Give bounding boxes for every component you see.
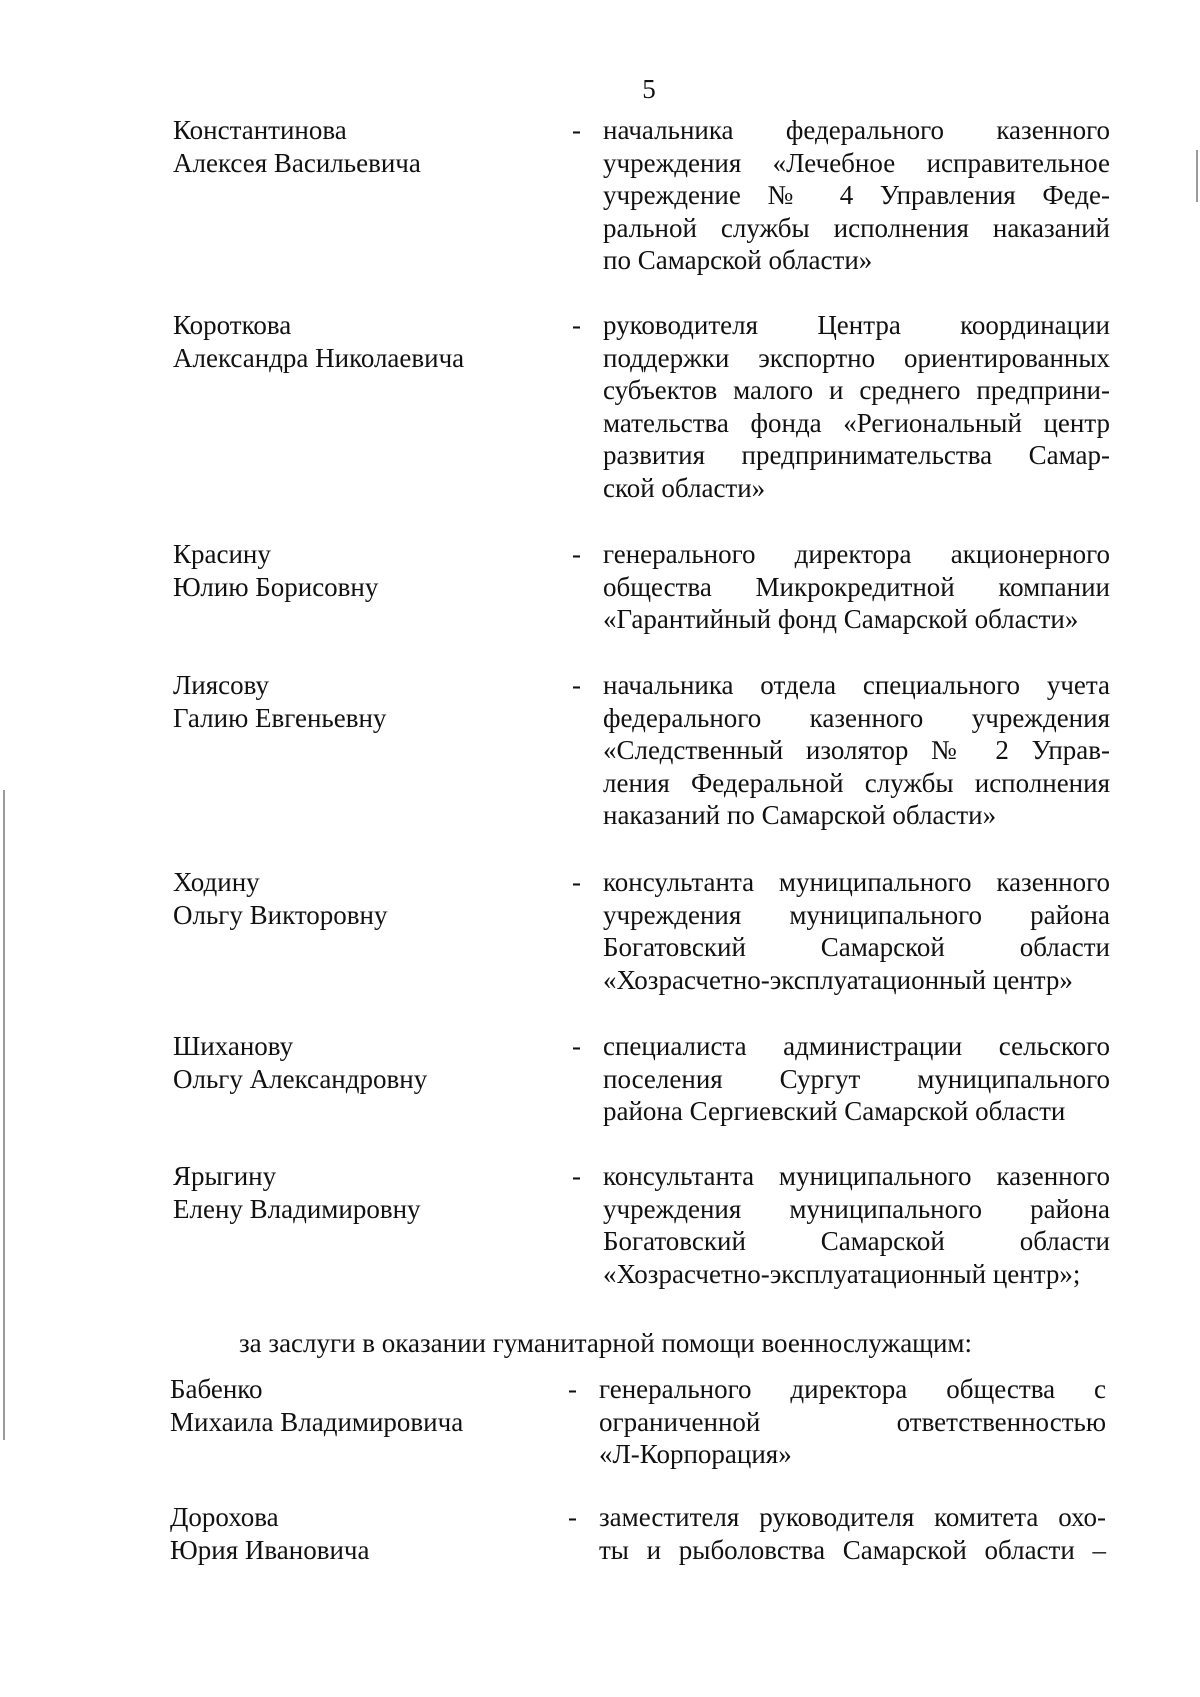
position-line: специалиста администрации сельского bbox=[603, 1031, 1110, 1061]
position-line: федерального казенного учреждения bbox=[603, 702, 1110, 733]
position-line: генерального директора общества с bbox=[599, 1374, 1106, 1404]
person-position bbox=[603, 309, 1110, 504]
entry-dash: - bbox=[572, 539, 581, 569]
person-given-names: Юрия Ивановича bbox=[170, 1534, 370, 1565]
position-line: учреждения «Лечебное исправительное bbox=[603, 147, 1110, 178]
entry-dash: - bbox=[572, 1031, 581, 1061]
person-given-names: Михаила Владимировича bbox=[170, 1406, 464, 1437]
person-name bbox=[170, 1501, 550, 1566]
person-surname: Короткова bbox=[173, 310, 292, 340]
position-line: по Самарской области» bbox=[603, 245, 873, 275]
position-line: района Сергиевский Самарской области bbox=[603, 1096, 1066, 1126]
person-surname: Ходину bbox=[173, 867, 260, 897]
person-position bbox=[599, 1501, 1106, 1566]
position-line: заместителя руководителя комитета охо- bbox=[599, 1502, 1106, 1532]
person-name bbox=[173, 309, 553, 374]
person-position bbox=[599, 1373, 1106, 1471]
position-line: общества Микрокредитной компании bbox=[603, 571, 1110, 602]
position-line: генерального директора акционерного bbox=[603, 539, 1110, 569]
position-line: начальника отдела специального учета bbox=[603, 670, 1110, 700]
person-surname: Дорохова bbox=[170, 1502, 279, 1532]
person-name bbox=[173, 669, 553, 734]
position-line: мательства фонда «Региональный центр bbox=[603, 407, 1110, 438]
position-line: ской области» bbox=[603, 472, 766, 503]
position-line: руководителя Центра координации bbox=[603, 310, 1110, 340]
person-given-names: Елену Владимировну bbox=[173, 1193, 421, 1224]
person-surname: Красину bbox=[173, 539, 271, 569]
person-name bbox=[173, 866, 553, 931]
entry-dash: - bbox=[572, 310, 581, 340]
entry-dash: - bbox=[572, 867, 581, 897]
person-surname: Константинова bbox=[173, 115, 347, 145]
person-name bbox=[173, 1030, 553, 1095]
page-number: 5 bbox=[642, 74, 656, 104]
position-line: «Хозрасчетно-эксплуатационный центр» bbox=[603, 964, 1073, 995]
person-given-names: Юлию Борисовну bbox=[173, 571, 379, 602]
person-position bbox=[603, 1160, 1110, 1290]
margin-scan-mark bbox=[1196, 150, 1198, 202]
person-given-names: Александра Николаевича bbox=[173, 342, 465, 373]
person-given-names: Галию Евгеньевну bbox=[173, 702, 387, 733]
entry-dash: - bbox=[572, 115, 581, 145]
position-line: учреждения муниципального района bbox=[603, 899, 1110, 930]
position-line: поддержки экспортно ориентированных bbox=[603, 342, 1110, 373]
person-position bbox=[603, 114, 1110, 277]
position-line: «Л-Корпорация» bbox=[599, 1439, 792, 1469]
entry-dash: - bbox=[568, 1374, 577, 1404]
position-line: ральной службы исполнения наказаний bbox=[603, 212, 1110, 243]
person-position bbox=[603, 669, 1110, 832]
position-line: «Гарантийный фонд Самарской области» bbox=[603, 604, 1079, 634]
person-name bbox=[173, 538, 553, 603]
person-given-names: Ольгу Александровну bbox=[173, 1063, 428, 1094]
position-line: наказаний по Самарской области» bbox=[603, 800, 997, 830]
position-line: поселения Сургут муниципального bbox=[603, 1063, 1110, 1094]
position-line: ления Федеральной службы исполнения bbox=[603, 767, 1110, 798]
position-line: «Следственный изолятор № 2 Управ- bbox=[603, 735, 1110, 765]
entry-dash: - bbox=[572, 1161, 581, 1191]
person-name bbox=[173, 1160, 553, 1225]
person-surname: Бабенко bbox=[170, 1374, 263, 1404]
position-line: ты и рыболовства Самарской области – bbox=[599, 1534, 1106, 1565]
section-heading: за заслуги в оказании гуманитарной помощи военнослужащим: bbox=[239, 1328, 973, 1358]
person-name bbox=[173, 114, 553, 179]
position-line: Богатовский Самарской области bbox=[603, 932, 1110, 962]
person-surname: Шиханову bbox=[173, 1031, 294, 1061]
position-line: субъектов малого и среднего предприни- bbox=[603, 375, 1110, 405]
entry-dash: - bbox=[568, 1502, 577, 1532]
person-name bbox=[170, 1373, 550, 1438]
person-given-names: Алексея Васильевича bbox=[173, 147, 421, 178]
position-line: учреждения муниципального района bbox=[603, 1193, 1110, 1224]
position-line: «Хозрасчетно-эксплуатационный центр»; bbox=[603, 1258, 1081, 1289]
person-position bbox=[603, 1030, 1110, 1128]
person-position bbox=[603, 538, 1110, 636]
position-line: развития предпринимательства Самар- bbox=[603, 440, 1110, 470]
position-line: консультанта муниципального казенного bbox=[603, 867, 1110, 897]
position-line: начальника федерального казенного bbox=[603, 115, 1110, 145]
person-position bbox=[603, 866, 1110, 996]
margin-scan-mark bbox=[3, 790, 5, 1440]
person-given-names: Ольгу Викторовну bbox=[173, 899, 388, 930]
position-line: консультанта муниципального казенного bbox=[603, 1161, 1110, 1191]
position-line: ограниченной ответственностью bbox=[599, 1406, 1106, 1437]
entry-dash: - bbox=[572, 670, 581, 700]
person-surname: Ярыгину bbox=[173, 1161, 277, 1191]
position-line: учреждение № 4 Управления Феде- bbox=[603, 180, 1110, 210]
person-surname: Лиясову bbox=[173, 670, 269, 700]
position-line: Богатовский Самарской области bbox=[603, 1226, 1110, 1256]
